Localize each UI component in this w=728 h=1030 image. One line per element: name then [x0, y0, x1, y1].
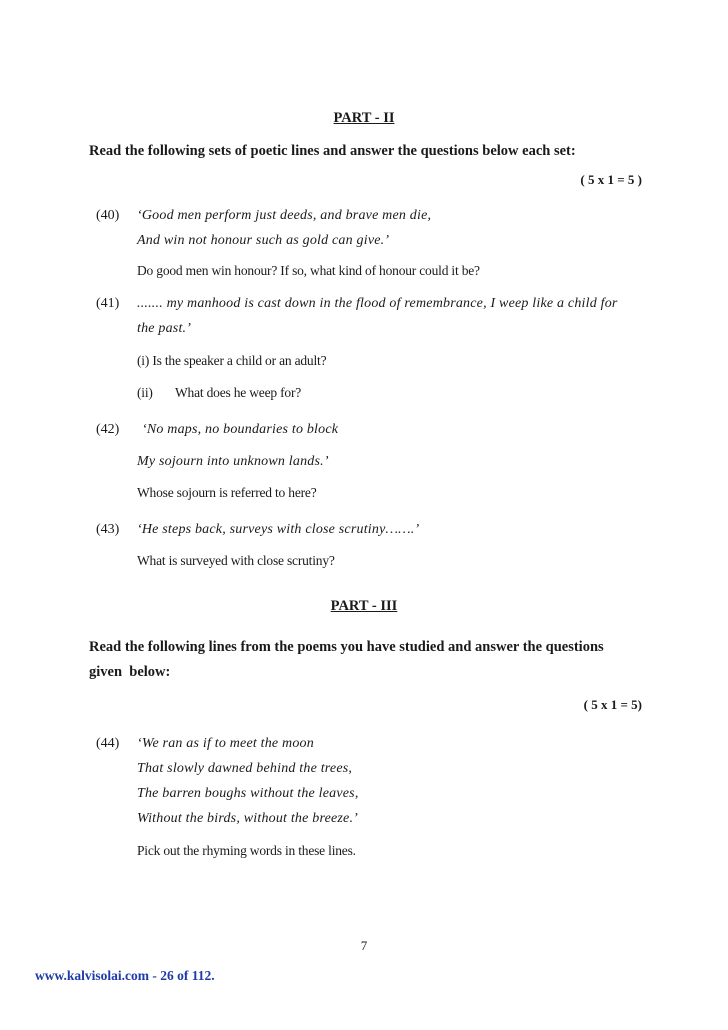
- question-text: Do good men win honour? If so, what kind of honour could it be?: [137, 263, 480, 278]
- part-iii-instruction-line: Read the following lines from the poems you have studied and answer the questions: [89, 639, 604, 655]
- part-ii-instruction: Read the following sets of poetic lines and answer the questions below each set:: [89, 143, 576, 159]
- sub-question-text: What does he weep for?: [175, 385, 302, 400]
- poem-line: ‘We ran as if to meet the moon: [137, 736, 314, 751]
- sub-question-label: (ii): [137, 385, 153, 400]
- poem-line: Without the birds, without the breeze.’: [137, 811, 359, 826]
- part-iii-instruction-line: given below:: [89, 664, 171, 680]
- part-ii-heading: PART - II: [333, 110, 395, 126]
- part-iii-heading: PART - III: [330, 598, 398, 614]
- question-number: (41): [96, 296, 120, 311]
- poem-line: ....... my manhood is cast down in the flood of remembrance, I weep like a child for: [137, 296, 618, 311]
- question-text: Whose sojourn is referred to here?: [137, 485, 317, 500]
- question-number: (43): [96, 522, 120, 537]
- question-number: (44): [96, 736, 120, 751]
- question-number: (42): [96, 422, 120, 437]
- part-iii-marks: ( 5 x 1 = 5): [583, 697, 642, 712]
- poem-line: ‘No maps, no boundaries to block: [142, 422, 339, 437]
- part-ii-marks: ( 5 x 1 = 5 ): [580, 172, 642, 187]
- poem-line: That slowly dawned behind the trees,: [137, 761, 353, 776]
- question-text: (i) Is the speaker a child or an adult?: [137, 353, 327, 368]
- question-number: (40): [96, 208, 120, 223]
- poem-line: My sojourn into unknown lands.’: [137, 454, 329, 469]
- poem-line: ‘He steps back, surveys with close scrutiny…….’: [137, 522, 420, 537]
- poem-line: The barren boughs without the leaves,: [137, 786, 359, 801]
- question-text: What is surveyed with close scrutiny?: [137, 553, 335, 568]
- question-text: Pick out the rhyming words in these lines.: [137, 843, 356, 858]
- poem-line: ‘Good men perform just deeds, and brave men die,: [137, 208, 432, 223]
- poem-line: the past.’: [137, 321, 192, 336]
- footer-source-link[interactable]: www.kalvisolai.com - 26 of 112.: [35, 968, 215, 983]
- poem-line: And win not honour such as gold can give.’: [137, 233, 390, 248]
- page-number: 7: [360, 938, 368, 953]
